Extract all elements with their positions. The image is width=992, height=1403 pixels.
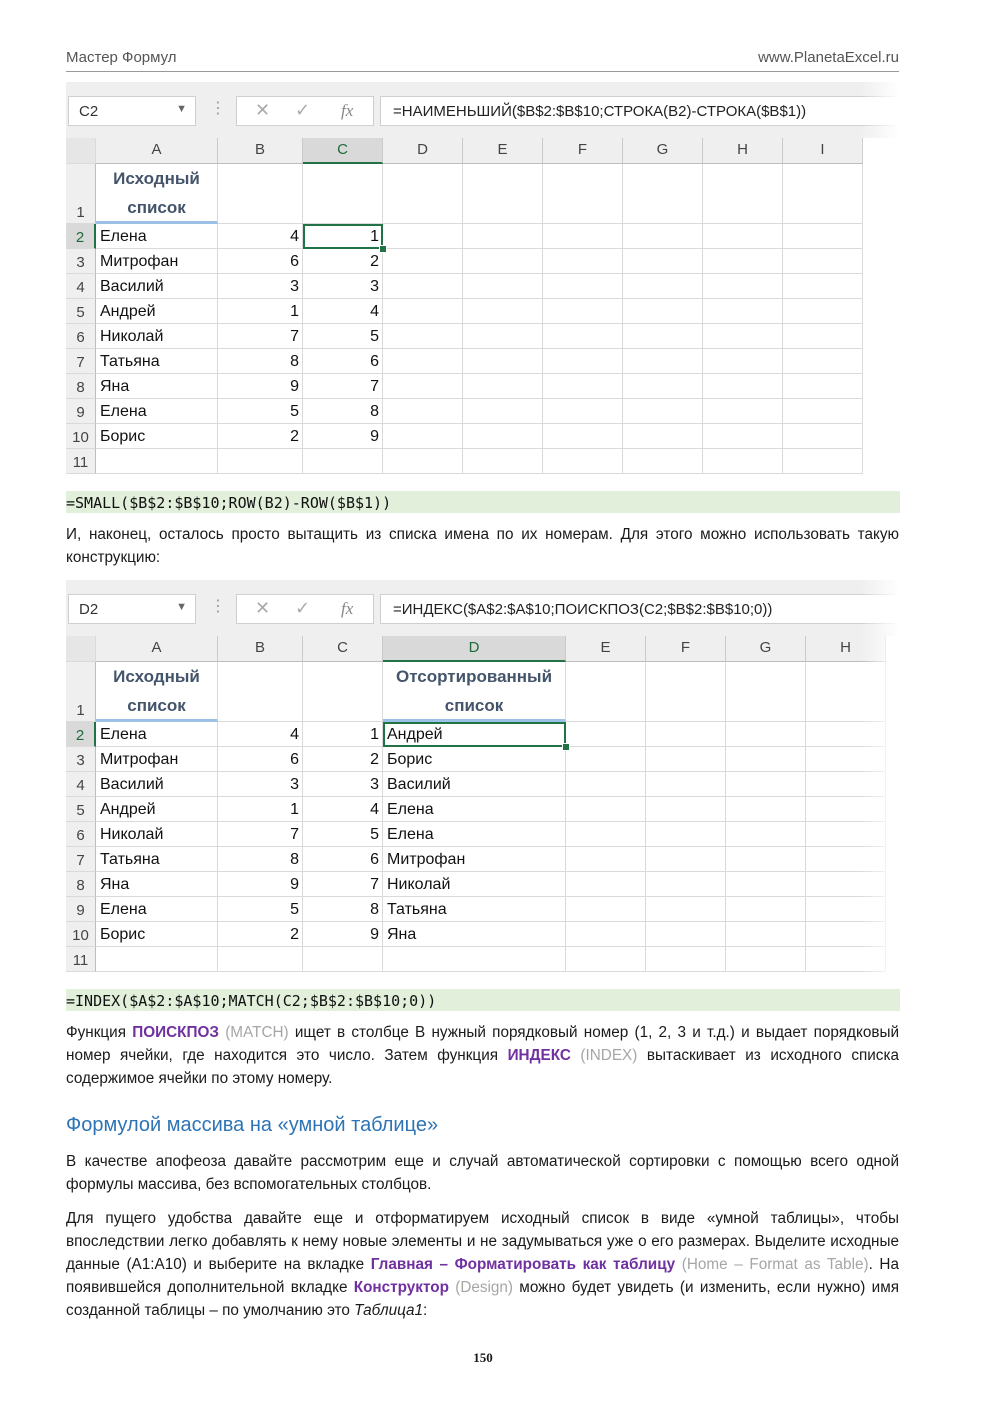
cell[interactable] (543, 349, 623, 374)
cell[interactable] (463, 349, 543, 374)
cell-name[interactable]: Митрофан (96, 249, 218, 274)
row-header[interactable]: 7 (66, 349, 96, 374)
row-header[interactable]: 5 (66, 299, 96, 324)
column-header-d[interactable]: D (383, 138, 463, 164)
name-box-value: C2 (79, 103, 99, 120)
cell[interactable] (623, 424, 703, 449)
cell[interactable] (463, 249, 543, 274)
cell[interactable] (543, 374, 623, 399)
cell-number[interactable]: 1 (218, 299, 303, 324)
cell[interactable] (383, 299, 463, 324)
chevron-down-icon[interactable]: ▼ (176, 103, 187, 115)
cell-rank[interactable]: 4 (303, 299, 383, 324)
cell[interactable] (383, 324, 463, 349)
cell[interactable] (566, 847, 646, 872)
row-header[interactable]: 9 (66, 399, 96, 424)
edge-fade (860, 580, 900, 972)
cell[interactable] (783, 349, 863, 374)
cell-rank[interactable]: 6 (303, 847, 383, 872)
cell-name[interactable]: Митрофан (96, 747, 218, 772)
header-line: Исходный (113, 169, 200, 188)
paragraph-intro: И, наконец, осталось просто вытащить из списка имена по их номерам. Для этого можно использовать такую конструкцию: (66, 526, 899, 566)
cell[interactable] (383, 449, 463, 474)
cell[interactable] (383, 274, 463, 299)
header-line: список (127, 198, 186, 217)
cell[interactable] (543, 164, 623, 224)
page-number: 150 (473, 1350, 493, 1365)
row-header[interactable]: 7 (66, 847, 96, 872)
cell-name[interactable]: Николай (96, 324, 218, 349)
cell[interactable] (726, 797, 806, 822)
cell[interactable] (383, 947, 566, 972)
cell[interactable] (383, 399, 463, 424)
row-header[interactable]: 1 (66, 662, 96, 722)
cell-name[interactable]: Елена (96, 399, 218, 424)
cell[interactable] (726, 897, 806, 922)
row-header[interactable]: 5 (66, 797, 96, 822)
cell[interactable] (218, 662, 303, 722)
cell-number[interactable]: 5 (218, 399, 303, 424)
cell[interactable] (96, 449, 218, 474)
cell-number[interactable]: 9 (218, 872, 303, 897)
row-header[interactable]: 4 (66, 772, 96, 797)
cell[interactable] (726, 847, 806, 872)
cell-name[interactable]: Елена (96, 224, 218, 249)
cell[interactable] (646, 947, 726, 972)
cell-sorted-name[interactable]: Митрофан (383, 847, 566, 872)
cell-header-source-list[interactable] (96, 662, 218, 722)
function-name-index-en: (INDEX) (570, 1047, 638, 1064)
header-rule (66, 71, 899, 72)
cell-rank[interactable]: 7 (303, 872, 383, 897)
column-header-f[interactable]: F (646, 636, 726, 662)
cell[interactable] (646, 662, 726, 722)
row-header[interactable]: 10 (66, 424, 96, 449)
cell[interactable] (543, 249, 623, 274)
cell-number[interactable]: 1 (218, 797, 303, 822)
cell-name[interactable]: Татьяна (96, 349, 218, 374)
cell[interactable] (383, 224, 463, 249)
excel-screenshot-small (66, 82, 900, 474)
cell-number[interactable]: 9 (218, 374, 303, 399)
cell[interactable] (726, 747, 806, 772)
cell-name[interactable]: Василий (96, 274, 218, 299)
cell[interactable] (726, 822, 806, 847)
cell[interactable] (726, 872, 806, 897)
row-header[interactable]: 2 (66, 722, 96, 747)
cell[interactable] (646, 872, 726, 897)
cell-name[interactable]: Андрей (96, 299, 218, 324)
row-header[interactable]: 11 (66, 947, 96, 972)
cell[interactable] (726, 772, 806, 797)
cell-name[interactable]: Яна (96, 374, 218, 399)
cell-number[interactable]: 3 (218, 274, 303, 299)
cell-rank[interactable]: 7 (303, 374, 383, 399)
cell-number[interactable]: 3 (218, 772, 303, 797)
cell[interactable] (543, 274, 623, 299)
column-header-g[interactable]: G (623, 138, 703, 164)
tab-name-design-ru: Конструктор (353, 1279, 449, 1296)
cell[interactable] (566, 722, 646, 747)
table-name: Таблица1 (354, 1302, 424, 1319)
row-header[interactable]: 2 (66, 224, 96, 249)
cell[interactable] (623, 399, 703, 424)
text: : (423, 1302, 428, 1319)
cell[interactable] (383, 164, 463, 224)
cell-number[interactable]: 2 (218, 424, 303, 449)
cell[interactable] (303, 662, 383, 722)
column-header-a[interactable]: A (96, 138, 218, 164)
header-line: Отсортированный (395, 667, 553, 686)
cell[interactable] (623, 324, 703, 349)
cell[interactable] (646, 922, 726, 947)
running-header-title: Мастер Формул (66, 49, 177, 66)
cell[interactable] (703, 424, 783, 449)
cell-number[interactable]: 8 (218, 349, 303, 374)
drag-handle-icon[interactable]: ⋮ (210, 598, 226, 615)
cell[interactable] (646, 747, 726, 772)
column-header-c[interactable]: C (303, 138, 383, 164)
cell[interactable] (543, 424, 623, 449)
cell[interactable] (623, 299, 703, 324)
cell-sorted-name[interactable]: Яна (383, 922, 566, 947)
formula-buttons (236, 594, 374, 624)
cell[interactable] (726, 722, 806, 747)
cell-rank[interactable]: 2 (303, 249, 383, 274)
cell-number[interactable]: 4 (218, 722, 303, 747)
cell[interactable] (543, 449, 623, 474)
cell[interactable] (783, 299, 863, 324)
column-header-h[interactable]: H (703, 138, 783, 164)
cell[interactable] (463, 424, 543, 449)
cell[interactable] (646, 722, 726, 747)
cell[interactable] (703, 399, 783, 424)
column-header-a[interactable]: A (96, 636, 218, 662)
row-header[interactable]: 8 (66, 872, 96, 897)
cell-rank[interactable]: 9 (303, 424, 383, 449)
header-line: Исходный (113, 667, 200, 686)
row-header[interactable]: 6 (66, 324, 96, 349)
cell[interactable] (543, 299, 623, 324)
column-header-b[interactable]: B (218, 636, 303, 662)
cell-rank[interactable]: 1 (303, 224, 383, 249)
excel-screenshot-index (66, 580, 900, 972)
cell[interactable] (543, 399, 623, 424)
cell[interactable] (703, 449, 783, 474)
cell-rank[interactable]: 8 (303, 399, 383, 424)
cell[interactable] (383, 424, 463, 449)
cell-sorted-name[interactable]: Борис (383, 747, 566, 772)
row-header[interactable]: 6 (66, 822, 96, 847)
cell[interactable] (566, 872, 646, 897)
paragraph-apotheosis: В качестве апофеоза давайте рассмотрим еще и случай автоматической сортировки с помощью всего одной формулы массива, без вспомогательных столбцов. (66, 1153, 899, 1193)
code-line-small: =SMALL($B$2:$B$10;ROW(B2)-ROW($B$1)) (66, 491, 900, 513)
row-header[interactable]: 3 (66, 249, 96, 274)
cell[interactable] (463, 324, 543, 349)
row-header[interactable]: 10 (66, 922, 96, 947)
cell[interactable] (703, 224, 783, 249)
cell[interactable] (783, 424, 863, 449)
function-name-index-ru: ИНДЕКС (507, 1047, 571, 1064)
cell[interactable] (543, 224, 623, 249)
cell[interactable] (783, 224, 863, 249)
cell-rank[interactable]: 8 (303, 897, 383, 922)
cell-number[interactable]: 8 (218, 847, 303, 872)
cell-name[interactable]: Николай (96, 822, 218, 847)
cell-number[interactable]: 4 (218, 224, 303, 249)
fill-handle[interactable] (562, 743, 570, 751)
cell-header-sorted-list[interactable] (383, 662, 566, 722)
cell[interactable] (783, 399, 863, 424)
cell-rank[interactable]: 1 (303, 722, 383, 747)
column-header-e[interactable]: E (463, 138, 543, 164)
cell-sorted-name[interactable]: Елена (383, 797, 566, 822)
name-box-value: D2 (79, 601, 99, 618)
row-header[interactable]: 3 (66, 747, 96, 772)
cell[interactable] (646, 772, 726, 797)
cell[interactable] (623, 449, 703, 474)
cell[interactable] (463, 299, 543, 324)
running-header-site: www.PlanetaExcel.ru (758, 49, 899, 66)
cell[interactable] (646, 822, 726, 847)
insert-function-icon[interactable]: fx (341, 101, 354, 120)
cell[interactable] (383, 249, 463, 274)
cell[interactable] (726, 947, 806, 972)
cell[interactable] (623, 374, 703, 399)
cell-number[interactable]: 6 (218, 747, 303, 772)
cancel-icon[interactable]: ✕ (255, 598, 271, 618)
cell[interactable] (703, 349, 783, 374)
row-header[interactable]: 4 (66, 274, 96, 299)
cell[interactable] (783, 449, 863, 474)
menu-path-en: (Home – Format as Table) (675, 1256, 869, 1273)
cell-number[interactable]: 5 (218, 897, 303, 922)
cell[interactable] (646, 897, 726, 922)
cell[interactable] (96, 947, 218, 972)
cell-name[interactable]: Борис (96, 922, 218, 947)
cell-name[interactable]: Василий (96, 772, 218, 797)
cell-sorted-name[interactable]: Николай (383, 872, 566, 897)
paragraph-smart-table (66, 1207, 899, 1322)
cell-rank[interactable]: 3 (303, 274, 383, 299)
text: можно будет увидеть (и изменить, если нужно) имя созданной таблицы – по умолчанию это (66, 1279, 899, 1319)
formula-bar (66, 82, 900, 138)
menu-path-home-format: Главная – Форматировать как таблицу (370, 1256, 676, 1273)
cell[interactable] (783, 164, 863, 224)
formula-bar (66, 580, 900, 636)
cell-rank[interactable]: 3 (303, 772, 383, 797)
cell-sorted-name[interactable]: Елена (383, 822, 566, 847)
name-box[interactable] (68, 594, 196, 624)
cell[interactable] (463, 374, 543, 399)
formula-buttons (236, 96, 374, 126)
cell[interactable] (218, 947, 303, 972)
paragraph-match-explanation (66, 1021, 899, 1090)
cell[interactable] (646, 847, 726, 872)
cell[interactable] (218, 164, 303, 224)
text: ищет в столбце B нужный порядковый номер (1, 2, 3 и т.д.) и выдает порядковый номер ячейки, где находится это число. Затем функция (66, 1024, 899, 1064)
cell-name[interactable]: Татьяна (96, 847, 218, 872)
text: Для пущего удобства давайте еще и отформатируем исходный список в виде «умной таблицы», чтобы впоследствии легко добавлять к нему новые элементы и не задумываться уже о его размерах. Выделите исходные данные (A1:A10) и выберите на вкладке (66, 1210, 899, 1273)
column-header-h[interactable]: H (806, 636, 886, 662)
cell-name[interactable]: Яна (96, 872, 218, 897)
code-line-index: =INDEX($A$2:$A$10;MATCH(C2;$B$2:$B$10;0)) (66, 989, 900, 1011)
cell[interactable] (726, 662, 806, 722)
cell-rank[interactable]: 4 (303, 797, 383, 822)
formula-input[interactable]: =ИНДЕКС($A$2:$A$10;ПОИСКПОЗ(C2;$B$2:$B$10;0)) (380, 594, 900, 624)
select-all-corner[interactable] (66, 138, 96, 164)
cell[interactable] (303, 947, 383, 972)
cell[interactable] (703, 299, 783, 324)
cell-number[interactable]: 7 (218, 822, 303, 847)
cell[interactable] (543, 324, 623, 349)
row-header[interactable]: 8 (66, 374, 96, 399)
column-header-e[interactable]: E (566, 636, 646, 662)
cell[interactable] (726, 922, 806, 947)
name-box[interactable] (68, 96, 196, 126)
cell[interactable] (783, 274, 863, 299)
cell[interactable] (303, 449, 383, 474)
cell-rank[interactable]: 6 (303, 349, 383, 374)
cell[interactable] (703, 164, 783, 224)
cell[interactable] (566, 662, 646, 722)
cancel-icon[interactable]: ✕ (255, 100, 271, 120)
chevron-down-icon[interactable]: ▼ (176, 601, 187, 613)
cell-rank[interactable]: 9 (303, 922, 383, 947)
cell[interactable] (566, 797, 646, 822)
select-all-corner[interactable] (66, 636, 96, 662)
cell-number[interactable]: 2 (218, 922, 303, 947)
fill-handle[interactable] (379, 245, 387, 253)
cell[interactable] (703, 249, 783, 274)
check-icon[interactable]: ✓ (295, 100, 311, 120)
check-icon[interactable]: ✓ (295, 598, 311, 618)
edge-fade (860, 82, 900, 474)
cell[interactable] (463, 399, 543, 424)
cell-header-source-list[interactable] (96, 164, 218, 224)
row-header[interactable]: 9 (66, 897, 96, 922)
cell[interactable] (566, 897, 646, 922)
cell[interactable] (383, 349, 463, 374)
formula-input[interactable]: =НАИМЕНЬШИЙ($B$2:$B$10;СТРОКА(B2)-СТРОКА($B$1)) (380, 96, 900, 126)
cell-sorted-name[interactable]: Татьяна (383, 897, 566, 922)
cell[interactable] (463, 224, 543, 249)
row-header[interactable]: 11 (66, 449, 96, 474)
cell[interactable] (566, 747, 646, 772)
column-header-b[interactable]: B (218, 138, 303, 164)
cell-name[interactable]: Елена (96, 722, 218, 747)
header-line: список (127, 696, 186, 715)
cell[interactable] (783, 249, 863, 274)
cell[interactable] (218, 449, 303, 474)
cell[interactable] (566, 822, 646, 847)
cell[interactable] (623, 164, 703, 224)
cell[interactable] (783, 374, 863, 399)
drag-handle-icon[interactable]: ⋮ (210, 100, 226, 117)
cell[interactable] (463, 449, 543, 474)
cell[interactable] (623, 249, 703, 274)
cell[interactable] (303, 164, 383, 224)
cell[interactable] (566, 947, 646, 972)
cell[interactable] (783, 324, 863, 349)
cell-rank[interactable]: 5 (303, 324, 383, 349)
insert-function-icon[interactable]: fx (341, 599, 354, 618)
cell[interactable] (566, 772, 646, 797)
section-heading: Формулой массива на «умной таблице» (66, 1114, 439, 1136)
header-line: список (444, 696, 504, 715)
cell-name[interactable]: Борис (96, 424, 218, 449)
column-header-d[interactable]: D (383, 636, 566, 662)
cell[interactable] (623, 274, 703, 299)
cell[interactable] (463, 274, 543, 299)
cell[interactable] (646, 797, 726, 822)
cell[interactable] (703, 274, 783, 299)
column-header-c[interactable]: C (303, 636, 383, 662)
cell-name[interactable]: Елена (96, 897, 218, 922)
cell[interactable] (623, 349, 703, 374)
text: вытаскивает из исходного списка содержимое ячейки по этому номеру. (66, 1047, 899, 1087)
cell[interactable] (463, 164, 543, 224)
row-header[interactable]: 1 (66, 164, 96, 224)
cell-number[interactable]: 7 (218, 324, 303, 349)
cell-name[interactable]: Андрей (96, 797, 218, 822)
cell[interactable] (703, 324, 783, 349)
text: Функция (66, 1024, 133, 1041)
tab-name-design-en: (Design) (448, 1279, 514, 1296)
column-header-i[interactable]: I (783, 138, 863, 164)
cell-rank[interactable]: 5 (303, 822, 383, 847)
cell-number[interactable]: 6 (218, 249, 303, 274)
cell-rank[interactable]: 2 (303, 747, 383, 772)
column-header-f[interactable]: F (543, 138, 623, 164)
cell[interactable] (623, 224, 703, 249)
cell[interactable] (703, 374, 783, 399)
cell[interactable] (383, 374, 463, 399)
function-name-match-en: (MATCH) (218, 1024, 289, 1041)
cell-sorted-name[interactable]: Андрей (383, 722, 566, 747)
text: . На появившейся дополнительной вкладке (66, 1256, 899, 1296)
column-header-g[interactable]: G (726, 636, 806, 662)
cell[interactable] (566, 922, 646, 947)
function-name-match-ru: ПОИСКПОЗ (132, 1024, 219, 1041)
cell-sorted-name[interactable]: Василий (383, 772, 566, 797)
